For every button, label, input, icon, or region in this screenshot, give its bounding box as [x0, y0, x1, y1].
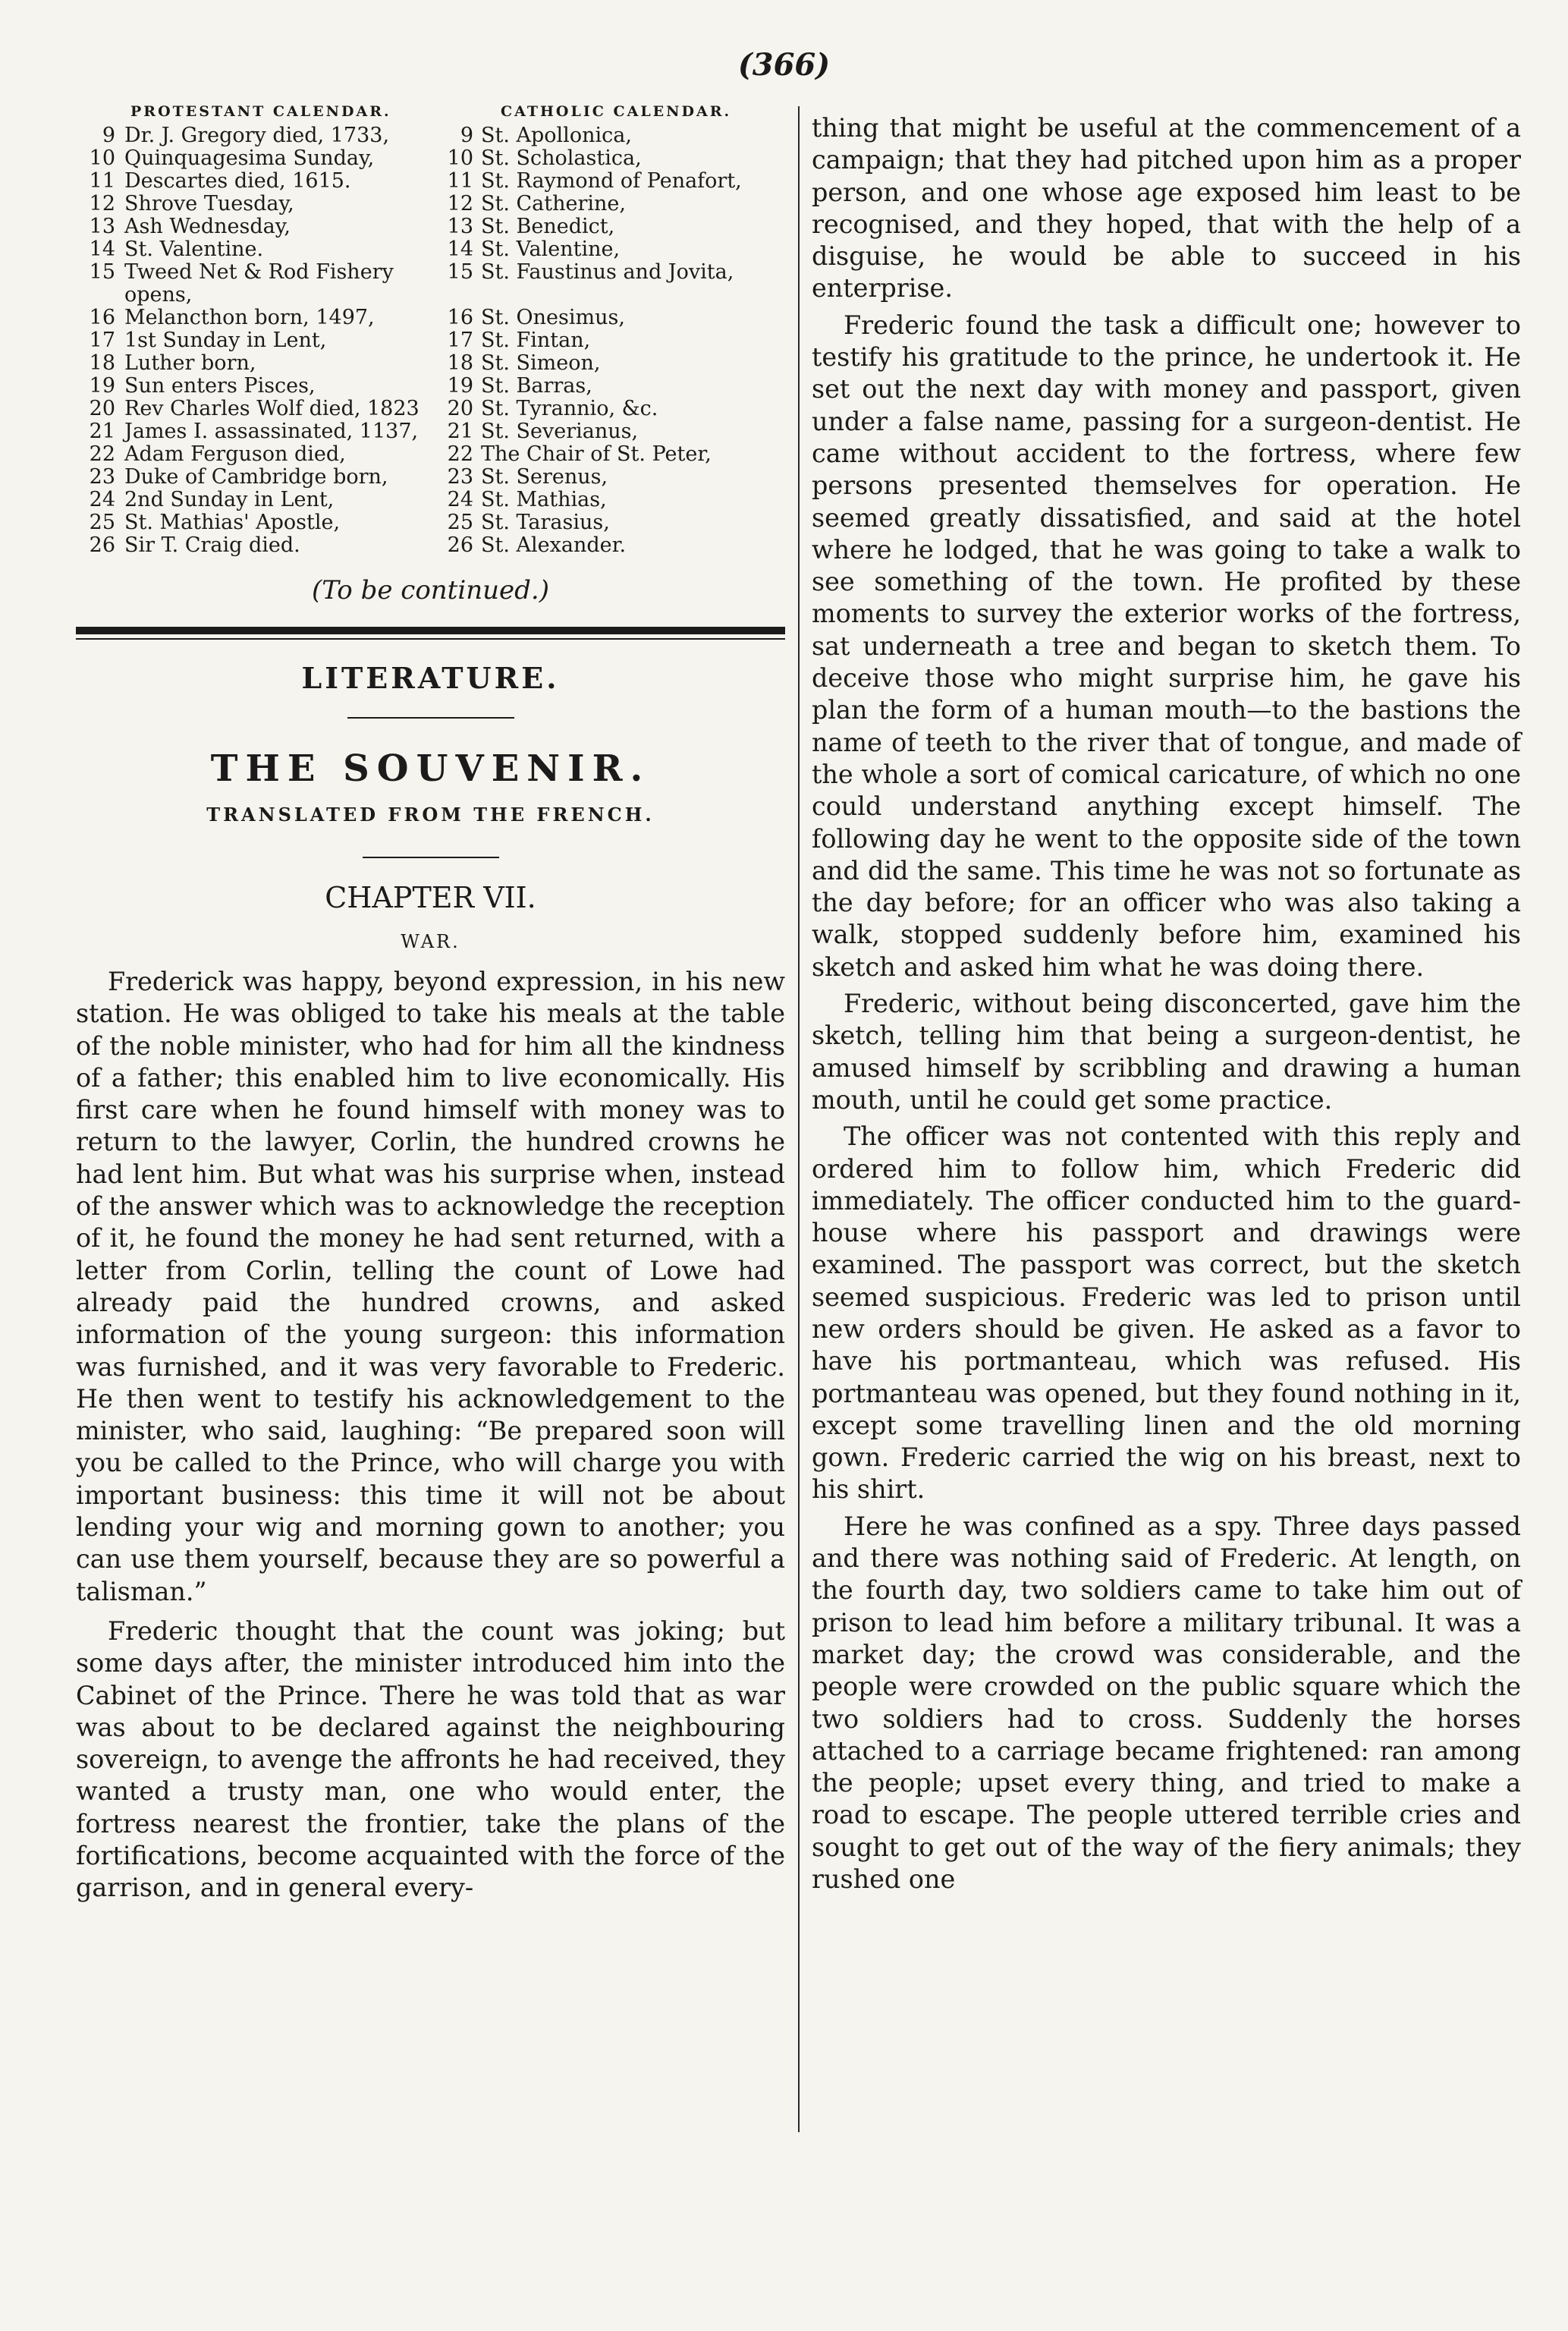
- to-be-continued: (To be continued.): [312, 575, 549, 606]
- section-divider-thin: [76, 638, 785, 640]
- catholic-event: St. Onesimus,: [481, 306, 625, 329]
- catholic-day: 19: [447, 374, 473, 398]
- calendar-row: [76, 329, 785, 352]
- calendar-row: [76, 261, 785, 307]
- chapter-rule: [363, 857, 499, 858]
- protestant-event: Luther born,: [124, 351, 256, 375]
- chapter-subtitle: WAR.: [401, 931, 460, 952]
- section-divider: [76, 627, 785, 634]
- calendar-row: [76, 215, 785, 238]
- protestant-event: James I. assassinated, 1137,: [124, 420, 419, 443]
- catholic-event: St. Mathias,: [481, 488, 607, 511]
- calendar-row: [76, 420, 785, 443]
- chapter-title: CHAPTER VII.: [325, 881, 536, 914]
- protestant-event: Descartes died, 1615.: [124, 169, 351, 193]
- protestant-event: Duke of Cambridge born,: [124, 465, 388, 489]
- calendar-row: [76, 238, 785, 261]
- catholic-calendar-header: CATHOLIC CALENDAR.: [501, 103, 732, 120]
- catholic-event: St. Barras,: [481, 374, 592, 398]
- catholic-event: St. Alexander.: [481, 533, 627, 557]
- paragraph: Frederick was happy, beyond expression, in his new station. He was obliged to take his meals at the table of the noble minister, who had for him all the kindness of a father; this enabled him to live economically. His first care when he found himself with money was to return to the lawyer, Corlin, the hundred crowns he had lent him. But what was his surprise when, instead of the answer which was to acknowledge the reception of it, he found the money he had sent returned, with a letter from Corlin, telling the count of Lowe had already paid the hundred crowns, and asked information of the young surgeon: this information was furnished, and it was very favorable to Frederic. He then went to testify his acknowledgement to the minister, who said, laughing: “Be prepared soon will you be called to the Prince, who will charge you with important business: this time it will not be about lending your wig and morning gown to another; you can use them yourself, because they are so powerful a talisman.”: [76, 967, 785, 1606]
- catholic-event: St. Simeon,: [481, 351, 601, 375]
- paragraph: Here he was confined as a spy. Three days passed and there was nothing said of Frederic. At length, on the fourth day, two soldiers came to take him out of prison to lead him before a military tribunal. It was a market day; the crowd was considerable, and the people were crowded on the public square which the two soldiers had to cross. Suddenly the horses attached to a carriage became frightened: ran among the people; upset every thing, and tried to make a road to escape. The people uttered terrible cries and sought to get out of the way of the fiery animals; they rushed one: [812, 1511, 1521, 1895]
- catholic-day: 12: [447, 192, 473, 215]
- catholic-day: 21: [447, 420, 473, 443]
- catholic-event: The Chair of St. Peter,: [481, 442, 712, 466]
- calendar-row: [76, 124, 785, 147]
- calendar-row: [76, 489, 785, 511]
- catholic-day: 25: [447, 511, 473, 534]
- catholic-day: 22: [447, 442, 473, 466]
- calendar-row: [76, 307, 785, 329]
- protestant-day: 18: [89, 351, 115, 375]
- protestant-event: St. Mathias' Apostle,: [124, 511, 341, 534]
- right-column: [812, 112, 1521, 1895]
- protestant-event: Adam Ferguson died,: [124, 442, 346, 466]
- protestant-day: 20: [89, 397, 115, 420]
- calendar-table: [76, 124, 785, 557]
- protestant-day: 23: [89, 465, 115, 489]
- calendar-row: [76, 170, 785, 193]
- catholic-day: 10: [447, 146, 473, 170]
- paragraph: thing that might be useful at the commencement of a campaign; that they had pitched upon him as a proper person, and one whose age exposed him least to be recognised, and they hoped, that with the help of a disguise, he would be able to succeed in his enterprise.: [812, 113, 1521, 304]
- paragraph: Frederic thought that the count was joking; but some days after, the minister introduced him into the Cabinet of the Prince. There he was told that as war was about to be declared against the neighbouring sovereign, to avenge the affronts he had received, they wanted a trusty man, one who would enter, the fortress nearest the frontier, take the plans of the fortifications, become acquainted with the force of the garrison, and in general every-: [76, 1615, 785, 1903]
- catholic-day: 15: [447, 260, 473, 284]
- protestant-day: 16: [89, 306, 115, 329]
- protestant-day: 9: [102, 124, 115, 147]
- protestant-event: Quinquagesima Sunday,: [124, 146, 375, 170]
- calendar-row: [76, 534, 785, 557]
- protestant-day: 13: [89, 215, 115, 238]
- protestant-event: Sir T. Craig died.: [124, 533, 300, 557]
- section-heading: LITERATURE.: [301, 661, 560, 695]
- calendar-row: [76, 375, 785, 398]
- protestant-event: Tweed Net & Rod Fishery opens,: [124, 260, 394, 307]
- story-text-left: [76, 966, 785, 1905]
- catholic-event: St. Catherine,: [481, 192, 626, 215]
- protestant-day: 26: [89, 533, 115, 557]
- protestant-event: 2nd Sunday in Lent,: [124, 488, 335, 511]
- catholic-event: St. Raymond of Penafort,: [481, 169, 742, 193]
- protestant-day: 15: [89, 260, 115, 284]
- catholic-day: 14: [447, 238, 473, 261]
- left-column: [76, 97, 785, 1905]
- catholic-day: 18: [447, 351, 473, 375]
- protestant-event: Dr. J. Gregory died, 1733,: [124, 124, 390, 147]
- catholic-event: St. Apollonica,: [481, 124, 632, 147]
- paragraph: Frederic found the task a difficult one; however to testify his gratitude to the prince, he undertook it. He set out the next day with money and passport, given under a false name, passing for a surgeon-dentist. He came without accident to the fortress, where few persons presented themselves for operation. He seemed greatly dissatisfied, and said at the hotel where he lodged, that he was going to take a walk to see something of the town. He profited by these moments to survey the exterior works of the fortress, sat underneath a tree and began to sketch them. To deceive those who might surprise him, he gave his plan the form of a human mouth—to the bastions the name of teeth to the river that of tongue, and made of the whole a sort of comical caricature, of which no one could understand anything except himself. The following day he went to the opposite side of the town and did the same. This time he was not so fortunate as the day before; for an officer who was also taking a walk, stopped suddenly before him, examined his sketch and asked him what he was doing there.: [812, 310, 1521, 982]
- calendar-row: [76, 352, 785, 375]
- calendar-row: [76, 443, 785, 466]
- catholic-day: 26: [447, 533, 473, 557]
- calendar-row: [76, 466, 785, 489]
- catholic-event: St. Faustinus and Jovita,: [481, 260, 734, 284]
- protestant-day: 14: [89, 238, 115, 261]
- catholic-event: St. Severianus,: [481, 420, 639, 443]
- calendar-row: [76, 193, 785, 215]
- story-text-right: [812, 112, 1521, 1895]
- catholic-day: 13: [447, 215, 473, 238]
- protestant-event: Sun enters Pisces,: [124, 374, 316, 398]
- calendar-row: [76, 511, 785, 534]
- catholic-event: St. Tyrannio, &c.: [481, 397, 658, 420]
- catholic-event: St. Serenus,: [481, 465, 608, 489]
- catholic-day: 16: [447, 306, 473, 329]
- protestant-event: Rev Charles Wolf died, 1823: [124, 397, 419, 420]
- catholic-day: 23: [447, 465, 473, 489]
- paragraph: Frederic, without being disconcerted, gave him the sketch, telling him that being a surgeon-dentist, he amused himself by scribbling and drawing a human mouth, until he could get some practice.: [812, 989, 1521, 1115]
- catholic-day: 17: [447, 329, 473, 352]
- title-rule: [347, 717, 514, 719]
- protestant-day: 12: [89, 192, 115, 215]
- protestant-event: Melancthon born, 1497,: [124, 306, 375, 329]
- protestant-event: Ash Wednesday,: [124, 215, 291, 238]
- catholic-day: 20: [447, 397, 473, 420]
- story-title: THE SOUVENIR.: [210, 747, 651, 790]
- protestant-event: Shrove Tuesday,: [124, 192, 294, 215]
- catholic-day: 11: [447, 169, 473, 193]
- calendar-row: [76, 147, 785, 170]
- column-divider: [798, 106, 800, 2132]
- calendar-row: [76, 398, 785, 420]
- protestant-day: 21: [89, 420, 115, 443]
- catholic-event: St. Valentine,: [481, 238, 621, 261]
- protestant-day: 19: [89, 374, 115, 398]
- protestant-day: 22: [89, 442, 115, 466]
- protestant-day: 24: [89, 488, 115, 511]
- protestant-event: 1st Sunday in Lent,: [124, 329, 327, 352]
- page-number: (366): [737, 47, 831, 83]
- story-subtitle: TRANSLATED FROM THE FRENCH.: [206, 804, 655, 826]
- protestant-day: 25: [89, 511, 115, 534]
- calendar-header: [76, 97, 785, 124]
- protestant-day: 10: [89, 146, 115, 170]
- protestant-event: St. Valentine.: [124, 238, 264, 261]
- paragraph: The officer was not contented with this reply and ordered him to follow him, which Frederic did immediately. The officer conducted him to the guard-house where his passport and drawings were examined. The passport was correct, but the sketch seemed suspicious. Frederic was led to prison until new orders should be given. He asked as a favor to have his portmanteau, which was refused. His portmanteau was opened, but they found nothing in it, except some travelling linen and the old morning gown. Frederic carried the wig on his breast, next to his shirt.: [812, 1121, 1521, 1505]
- catholic-event: St. Benedict,: [481, 215, 615, 238]
- protestant-day: 11: [89, 169, 115, 193]
- protestant-calendar-header: PROTESTANT CALENDAR.: [130, 103, 391, 120]
- catholic-day: 9: [460, 124, 473, 147]
- catholic-event: St. Scholastica,: [481, 146, 642, 170]
- catholic-day: 24: [447, 488, 473, 511]
- catholic-event: St. Fintan,: [481, 329, 591, 352]
- protestant-day: 17: [89, 329, 115, 352]
- catholic-event: St. Tarasius,: [481, 511, 610, 534]
